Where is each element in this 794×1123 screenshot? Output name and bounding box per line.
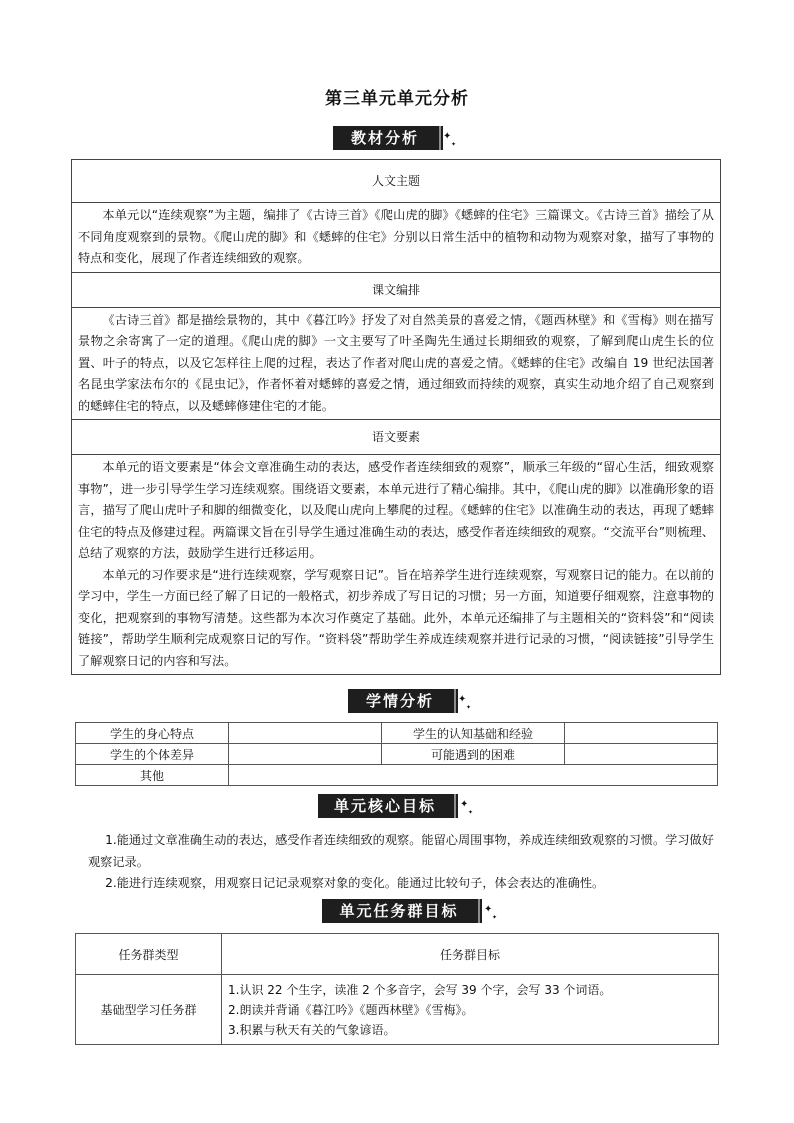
task-group-table	[75, 933, 719, 1045]
sparkle-icon: ✦	[451, 141, 457, 148]
page-title: 第三单元单元分析	[325, 89, 469, 109]
elements-text-1: 本单元的语文要素是“体会文章准确生动的表达，感受作者连续细致的观察”，顺承三年级的“留心生活，细致观察事物”，进一步引导学生学习连续观察。围绕语文要素，本单元进行了精心编排。其中，《爬山虎的脚》以准确形象的语言，描写了爬山虎叶子和脚的细微变化，以及爬山虎向上攀爬的过程。《蟋蟀的住宅》以准确生动的表达，再现了蟋蟀住宅的特点及修建过程。两篇课文旨在引导学生通过准确生动的表达，感受作者连续细致的观察。“交流平台”则梳理、总结了观察的方法，鼓励学生进行迁移运用。	[78, 460, 714, 560]
learner-value-physical	[229, 723, 382, 744]
arrangement-section	[72, 308, 720, 421]
section-banner-learner	[348, 689, 472, 713]
arrangement-header: 课文编排	[72, 273, 720, 308]
task-goal-item-3: 3.积累与秋天有关的气象谚语。	[228, 1022, 396, 1037]
sparkle-icon: ✦	[458, 694, 467, 705]
task-col-goal-header: 任务群目标	[222, 934, 719, 975]
learner-value-difficulties	[565, 744, 718, 765]
elements-header: 语文要素	[72, 420, 720, 455]
banner-label: 学情分析	[348, 689, 452, 713]
task-col-type-header: 任务群类型	[76, 934, 222, 975]
section-banner-textbook	[333, 126, 457, 150]
learner-value-differences	[229, 744, 382, 765]
learner-label-difficulties: 可能遇到的困难	[382, 744, 565, 765]
learner-label-differences: 学生的个体差异	[76, 744, 229, 765]
textbook-analysis-table	[71, 159, 721, 675]
sparkle-icon: ✦	[466, 704, 472, 711]
task-row-type: 基础型学习任务群	[76, 975, 222, 1045]
theme-text: 本单元以“连续观察”为主题，编排了《古诗三首》《爬山虎的脚》《蟋蟀的住宅》三篇课文。《古诗三首》描绘了从不同角度观察到的景物。《爬山虎的脚》和《蟋蟀的住宅》分别以日常生活中的植物和动物为观察对象，描写了事物的特点和变化，展现了作者连续细致的观察。	[78, 208, 714, 265]
core-goal-2: 2.能进行连续观察，用观察日记记录观察对象的变化。能通过比较句子，体会表达的准确性。	[105, 876, 605, 890]
learner-analysis-table	[75, 722, 718, 786]
learner-label-other: 其他	[76, 765, 229, 786]
banner-label: 单元任务群目标	[322, 899, 476, 923]
theme-header: 人文主题	[72, 160, 720, 203]
sparkle-icon: ✦	[492, 914, 498, 921]
elements-section	[72, 455, 720, 674]
core-goal-1: 1.能通过文章准确生动的表达，感受作者连续细致的观察。能留心周围事物，养成连续细致观察的习惯。学习做好观察记录。	[88, 833, 714, 869]
learner-value-cognitive	[565, 723, 718, 744]
theme-section	[72, 203, 720, 273]
section-banner-core-goals	[318, 794, 474, 818]
banner-label: 单元核心目标	[318, 794, 452, 818]
section-banner-task-goals	[322, 899, 498, 923]
task-goal-item-1: 1.认识 22 个生字，读准 2 个多音字，会写 39 个字，会写 33 个词语。	[228, 982, 612, 997]
arrangement-text: 《古诗三首》都是描绘景物的，其中《暮江吟》抒发了对自然美景的喜爱之情，《题西林壁》和《雪梅》则在描写景物之余寄寓了一定的道理。《爬山虎的脚》一文主要写了叶圣陶先生通过长期细致的观察，了解到爬山虎生长的位置、叶子的特点，以及它怎样往上爬的过程，表达了作者对爬山虎的喜爱之情。《蟋蟀的住宅》改编自 19 世纪法国著名昆虫学家法布尔的《昆虫记》，作者怀着对蟋蟀的喜爱之情，通过细致而持续的观察，真实生动地介绍了自己观察到的蟋蟀住宅的特点，以及蟋蟀修建住宅的才能。	[78, 312, 714, 413]
learner-label-cognitive: 学生的认知基础和经验	[382, 723, 565, 744]
elements-text-2: 本单元的习作要求是“进行连续观察，学写观察日记”。旨在培养学生进行连续观察，写观察日记的能力。在以前的学习中，学生一方面已经了解了日记的一般格式，初步养成了写日记的习惯；另一方面，知道要仔细观察，注意事物的变化，把观察到的事物写清楚。这些都为本次习作奠定了基础。此外，本单元还编排了与主题相关的“资料袋”和“阅读链接”，帮助学生顺利完成观察日记的写作。“资料袋”帮助学生养成连续观察并进行记录的习惯，“阅读链接”引导学生了解观察日记的内容和写法。	[78, 567, 714, 668]
learner-value-other	[229, 765, 718, 786]
sparkle-icon: ✦	[484, 904, 493, 915]
learner-label-physical: 学生的身心特点	[76, 723, 229, 744]
sparkle-icon: ✦	[468, 809, 474, 816]
task-goal-item-2: 2.朗读并背诵《暮江吟》《题西林壁》《雪梅》。	[228, 1002, 474, 1017]
sparkle-icon: ✦	[443, 131, 452, 142]
task-row-goals	[222, 975, 719, 1045]
banner-label: 教材分析	[333, 126, 437, 150]
sparkle-icon: ✦	[460, 799, 469, 810]
